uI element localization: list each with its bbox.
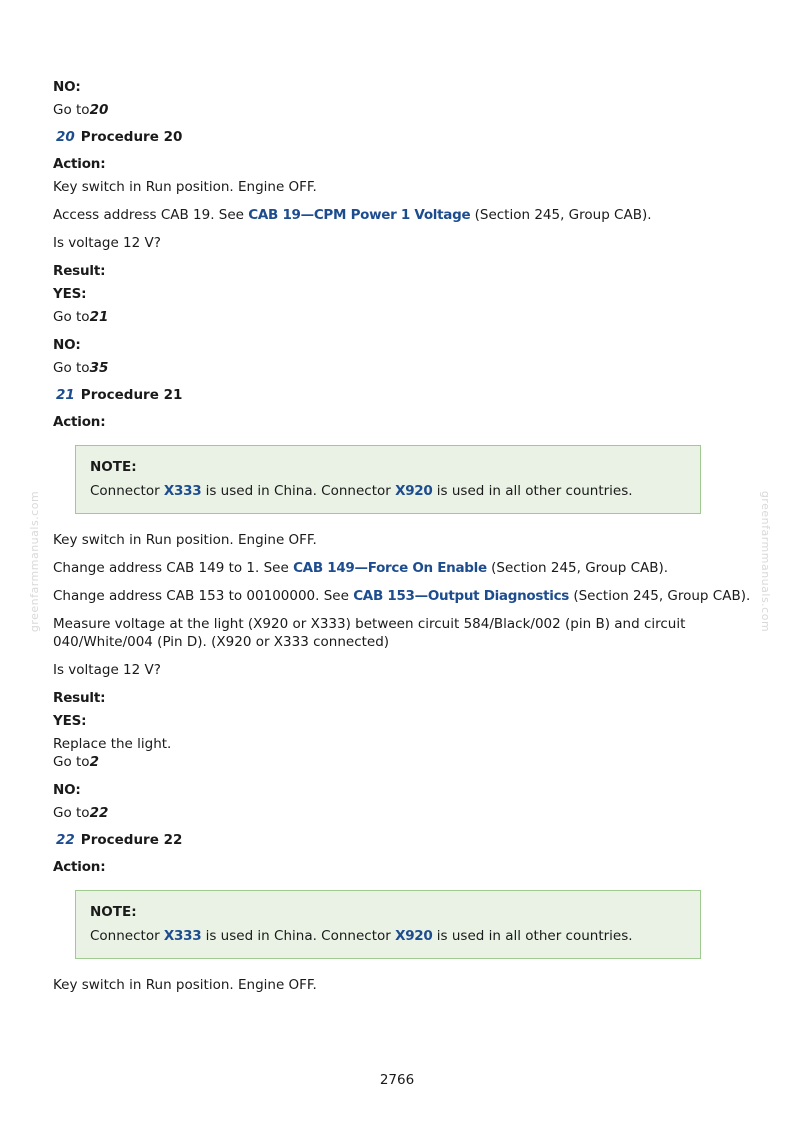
note-text: Connector X333 is used in China. Connector X920 is used in all other countries. — [90, 928, 633, 944]
procedure-title: Procedure 22 — [80, 832, 183, 848]
note-text: Connector X333 is used in China. Connector X920 is used in all other countries. — [90, 483, 633, 499]
note-title: NOTE: — [90, 459, 137, 475]
procedure-20-heading — [53, 129, 753, 145]
cab19-link[interactable]: CAB 19—CPM Power 1 Voltage — [248, 207, 471, 223]
watermark-right: greenfarmmanuals.com — [758, 490, 772, 633]
yes-label: YES: — [53, 713, 87, 729]
x920-link[interactable]: X920 — [395, 928, 433, 944]
question-line: Is voltage 12 V? — [53, 235, 161, 251]
procedure-21-heading — [53, 387, 753, 403]
goto-link[interactable]: 21 — [89, 309, 109, 325]
action-label: Action: — [53, 156, 106, 172]
goto-line: Go to35 — [53, 360, 109, 376]
no-label: NO: — [53, 337, 81, 353]
procedure-title: Procedure 20 — [80, 129, 183, 145]
instruction-line: Key switch in Run position. Engine OFF. — [53, 179, 317, 195]
instruction-line: Measure voltage at the light (X920 or X333) between circuit 584/Black/002 (pin B) and circuit 040/White/004 (Pin D). (X920 or X333 connected) — [53, 616, 686, 650]
instruction-line: Change address CAB 149 to 1. See CAB 149—Force On Enable (Section 245, Group CAB). — [53, 560, 669, 576]
instruction-line: Access address CAB 19. See CAB 19—CPM Power 1 Voltage (Section 245, Group CAB). — [53, 207, 652, 223]
procedure-title: Procedure 21 — [80, 387, 183, 403]
page-number: 2766 — [379, 1072, 415, 1088]
no-label: NO: — [53, 79, 81, 95]
question-line: Is voltage 12 V? — [53, 662, 161, 678]
note-title: NOTE: — [90, 904, 137, 920]
goto-line: Go to20 — [53, 102, 109, 118]
goto-link[interactable]: 35 — [89, 360, 109, 376]
goto-line: Go to22 — [53, 805, 109, 821]
result-label: Result: — [53, 263, 106, 279]
goto-link[interactable]: 20 — [89, 102, 109, 118]
no-label: NO: — [53, 782, 81, 798]
yes-text: Replace the light. — [53, 736, 172, 752]
action-label: Action: — [53, 414, 106, 430]
procedure-22-heading — [53, 832, 753, 848]
procedure-number[interactable]: 22 — [56, 832, 75, 848]
x333-link[interactable]: X333 — [163, 483, 202, 499]
procedure-number[interactable]: 20 — [56, 129, 75, 145]
procedure-number[interactable]: 21 — [56, 387, 75, 403]
goto-link[interactable]: 2 — [89, 754, 99, 770]
cab153-link[interactable]: CAB 153—Output Diagnostics — [353, 588, 570, 604]
watermark-left: greenfarmmanuals.com — [28, 490, 42, 633]
instruction-line: Change address CAB 153 to 00100000. See CAB 153—Output Diagnostics (Section 245, Group CAB). — [53, 588, 751, 604]
instruction-line: Key switch in Run position. Engine OFF. — [53, 532, 317, 548]
cab149-link[interactable]: CAB 149—Force On Enable — [293, 560, 487, 576]
note-box — [75, 445, 701, 514]
action-label: Action: — [53, 859, 106, 875]
note-box — [75, 890, 701, 959]
instruction-line: Key switch in Run position. Engine OFF. — [53, 977, 317, 993]
goto-link[interactable]: 22 — [89, 805, 109, 821]
document-body — [53, 78, 753, 994]
goto-line: Go to21 — [53, 309, 109, 325]
result-label: Result: — [53, 690, 106, 706]
yes-label: YES: — [53, 286, 87, 302]
x920-link[interactable]: X920 — [395, 483, 433, 499]
goto-line: Go to2 — [53, 754, 99, 770]
x333-link[interactable]: X333 — [163, 928, 202, 944]
